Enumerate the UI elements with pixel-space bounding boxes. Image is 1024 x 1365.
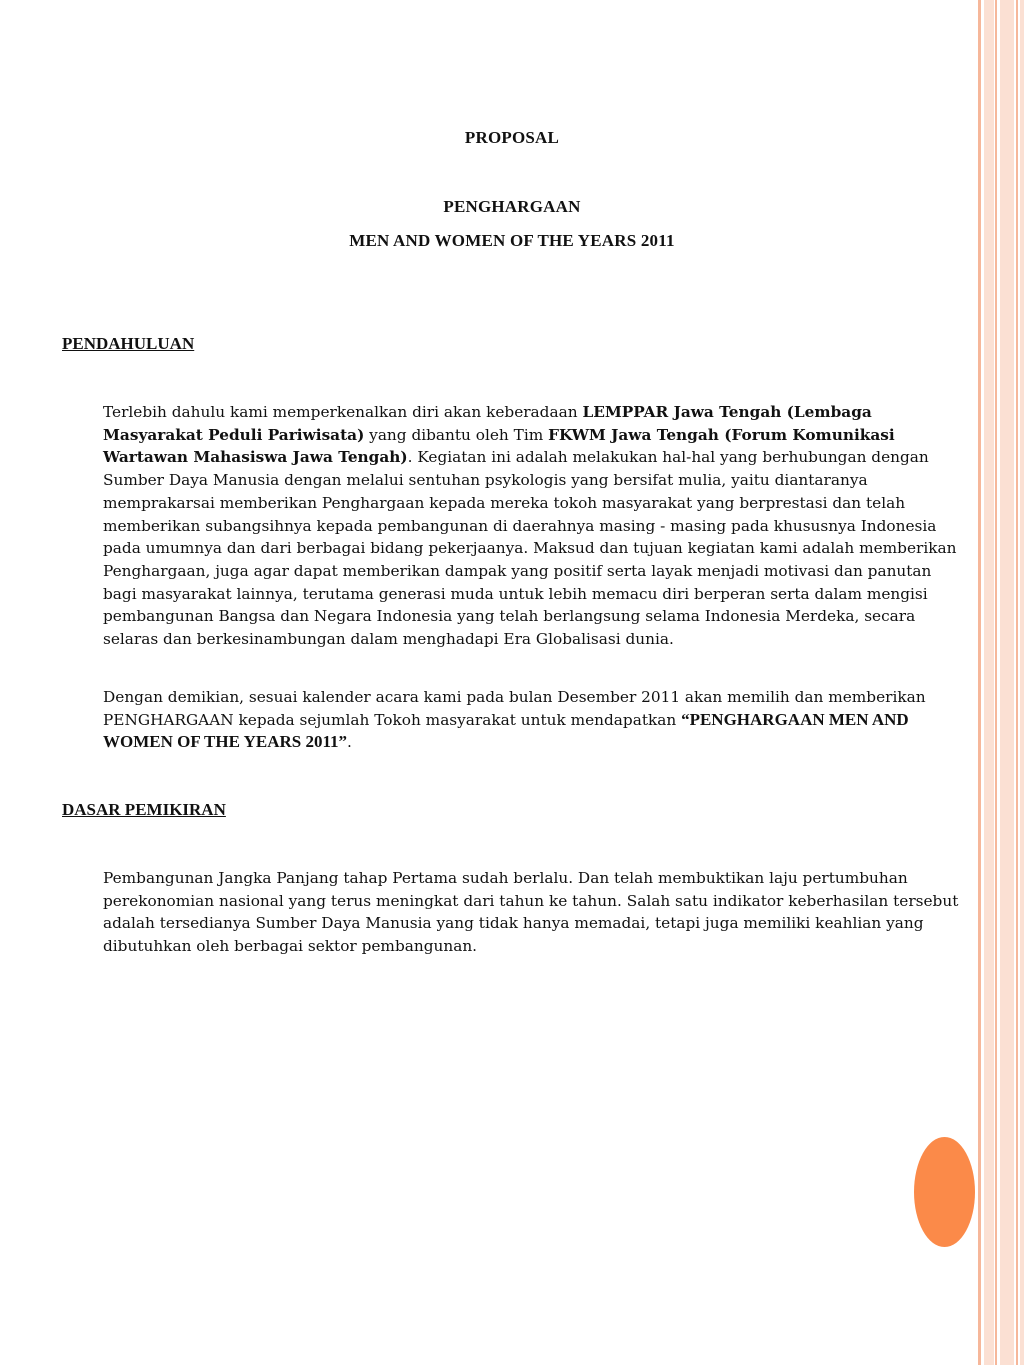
- document-title: PROPOSAL: [464, 128, 560, 147]
- paragraph-text: . Kegiatan ini adalah melakukan hal-hal yang berhubungan dengan Sumber Daya Manusia dengan melalui sentuhan psykologis yang bersifat mulia, yaitu diantaranya memprakarsai memberikan Penghargaan kepada mereka tokoh masyarakat yang berprestasi dan telah memberikan subangsihnya kepada pembangunan di daerahnya masing - masing pada khususnya Indonesia pada umumnya dan dari berbagai bidang pekerjaanya. Maksud dan tujuan kegiatan kami adalah memberikan Penghargaan, juga agar dapat memberikan dampak yang positif serta layak menjadi motivasi dan panutan bagi masyarakat lainnya, terutama generasi muda untuk lebih memacu diri berperan serta dalam mengisi pembangunan Bangsa dan Negara Indonesia yang telah berlangsung selama Indonesia Merdeka, secara selaras dan berkesinambungan dalam menghadapi Era Globalisasi dunia.: [103, 448, 957, 649]
- document-subtitle-event: MEN AND WOMEN OF THE YEARS 2011: [349, 231, 675, 250]
- document-subtitle: PENGHARGAAN: [443, 197, 581, 216]
- organization-name-lemppar: LEMPPAR Jawa Tengah (Lembaga Masyarakat Peduli Pariwisata): [103, 403, 872, 444]
- pendahuluan-paragraph-2: [103, 686, 965, 754]
- organization-name-fkwm: FKWM Jawa Tengah (Forum Komunikasi Wartawan Mahasiswa Jawa Tengah): [103, 425, 895, 467]
- paragraph-text: Terlebih dahulu kami memperkenalkan diri akan keberadaan: [103, 403, 583, 421]
- paragraph-text: yang dibantu oleh Tim: [364, 425, 549, 444]
- paragraph-text: Dengan demikian, sesuai kalender acara kami pada bulan Desember 2011 akan memilih dan memberikan PENGHARGAAN kepada sejumlah Tokoh masyarakat untuk mendapatkan: [103, 688, 926, 729]
- pendahuluan-paragraph-1: [103, 401, 965, 651]
- dasar-pemikiran-paragraph-1: Pembangunan Jangka Panjang tahap Pertama sudah berlalu. Dan telah membuktikan laju pertumbuhan perekonomian nasional yang terus meningkat dari tahun ke tahun. Salah satu indikator keberhasilan tersebut adalah tersedianya Sumber Daya Manusia yang tidak hanya memadai, tetapi juga memiliki keahlian yang dibutuhkan oleh berbagai sektor pembangunan.: [103, 869, 959, 956]
- section-heading-pendahuluan: PENDAHULUAN: [62, 334, 195, 353]
- paragraph-text: .: [347, 733, 352, 752]
- section-heading-dasar-pemikiran: DASAR PEMIKIRAN: [62, 800, 226, 819]
- award-name: “PENGHARGAAN MEN AND WOMEN OF THE YEARS 2011”: [103, 709, 909, 752]
- decorative-orange-oval: [914, 1137, 975, 1247]
